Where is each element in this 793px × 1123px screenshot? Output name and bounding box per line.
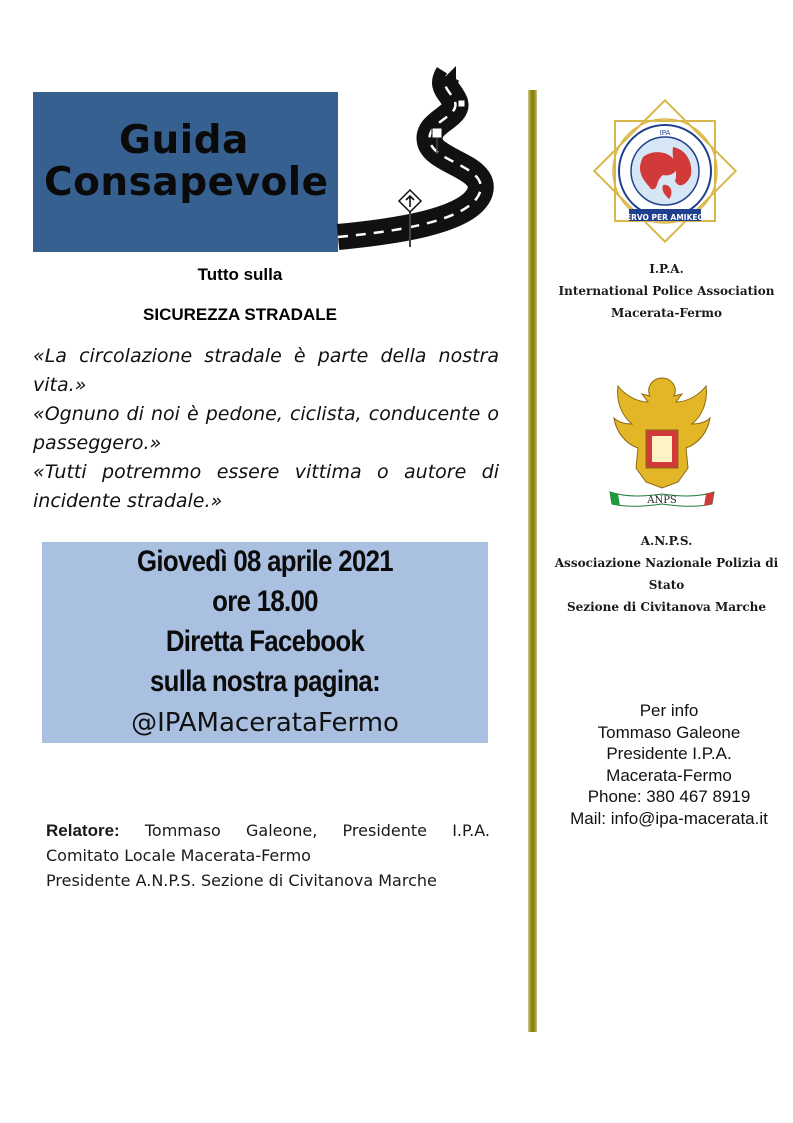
speaker-label: Relatore:: [46, 821, 120, 840]
quotes-block: [33, 342, 499, 516]
info-email: Mail: info@ipa-macerata.it: [570, 808, 768, 828]
anps-info: [540, 530, 793, 618]
info-phone: Phone: 380 467 8919: [587, 787, 751, 806]
speaker-line-3: Presidente A.N.P.S. Sezione di Civitanova Marche: [46, 871, 437, 890]
event-page-label: sulla nostra pagina:: [150, 665, 380, 698]
anps-name: Associazione Nazionale Polizia di Stato: [554, 556, 779, 592]
event-time: ore 18.00: [212, 585, 318, 618]
event-platform: Diretta Facebook: [165, 625, 365, 658]
ipa-info: [540, 258, 793, 324]
info-contact-name: Tommaso Galeone: [597, 722, 741, 742]
title-line-2: Consapevole: [44, 160, 329, 205]
speaker-block: [46, 818, 490, 893]
subtitle-line-2: SICUREZZA STRADALE: [143, 305, 337, 324]
info-contact-role: Presidente I.P.A.: [606, 744, 732, 763]
facebook-handle: @IPAMacerataFermo: [131, 708, 399, 738]
anps-abbr: A.N.P.S.: [640, 534, 693, 548]
anps-section: Sezione di Civitanova Marche: [566, 600, 766, 614]
speaker-name: Tommaso Galeone, Presidente I.P.A.: [144, 821, 490, 840]
winding-road-icon: [330, 62, 500, 257]
contact-info: [545, 700, 793, 829]
event-box: [42, 542, 488, 743]
ipa-abbr: I.P.A.: [649, 262, 684, 276]
flyer-title: [44, 120, 344, 204]
anps-logo-text: ANPS: [647, 495, 677, 506]
vertical-divider: [528, 90, 537, 1032]
info-contact-location: Macerata-Fermo: [606, 765, 732, 785]
svg-text:IPA: IPA: [659, 129, 671, 137]
title-line-1: Guida: [119, 118, 249, 163]
subtitle-line-1: Tutto sulla: [197, 265, 283, 284]
ipa-location: Macerata-Fermo: [611, 306, 722, 320]
ipa-logo-icon: [585, 97, 745, 245]
quote: «La circolazione stradale è parte della nostra vita.»: [33, 345, 499, 396]
event-date: Giovedì 08 aprile 2021: [137, 545, 393, 578]
ipa-name: International Police Association: [558, 284, 775, 298]
ipa-motto: SERVO PER AMIKECO: [620, 213, 710, 222]
info-label: Per info: [639, 701, 699, 720]
quote: «Ognuno di noi è pedone, ciclista, conducente o passeggero.»: [33, 403, 499, 454]
speaker-line-2: Comitato Locale Macerata-Fermo: [46, 846, 311, 865]
speaker-line-1: [46, 818, 490, 843]
anps-eagle-logo-icon: [608, 372, 716, 522]
quote: «Tutti potremmo essere vittima o autore di incidente stradale.»: [33, 461, 499, 512]
